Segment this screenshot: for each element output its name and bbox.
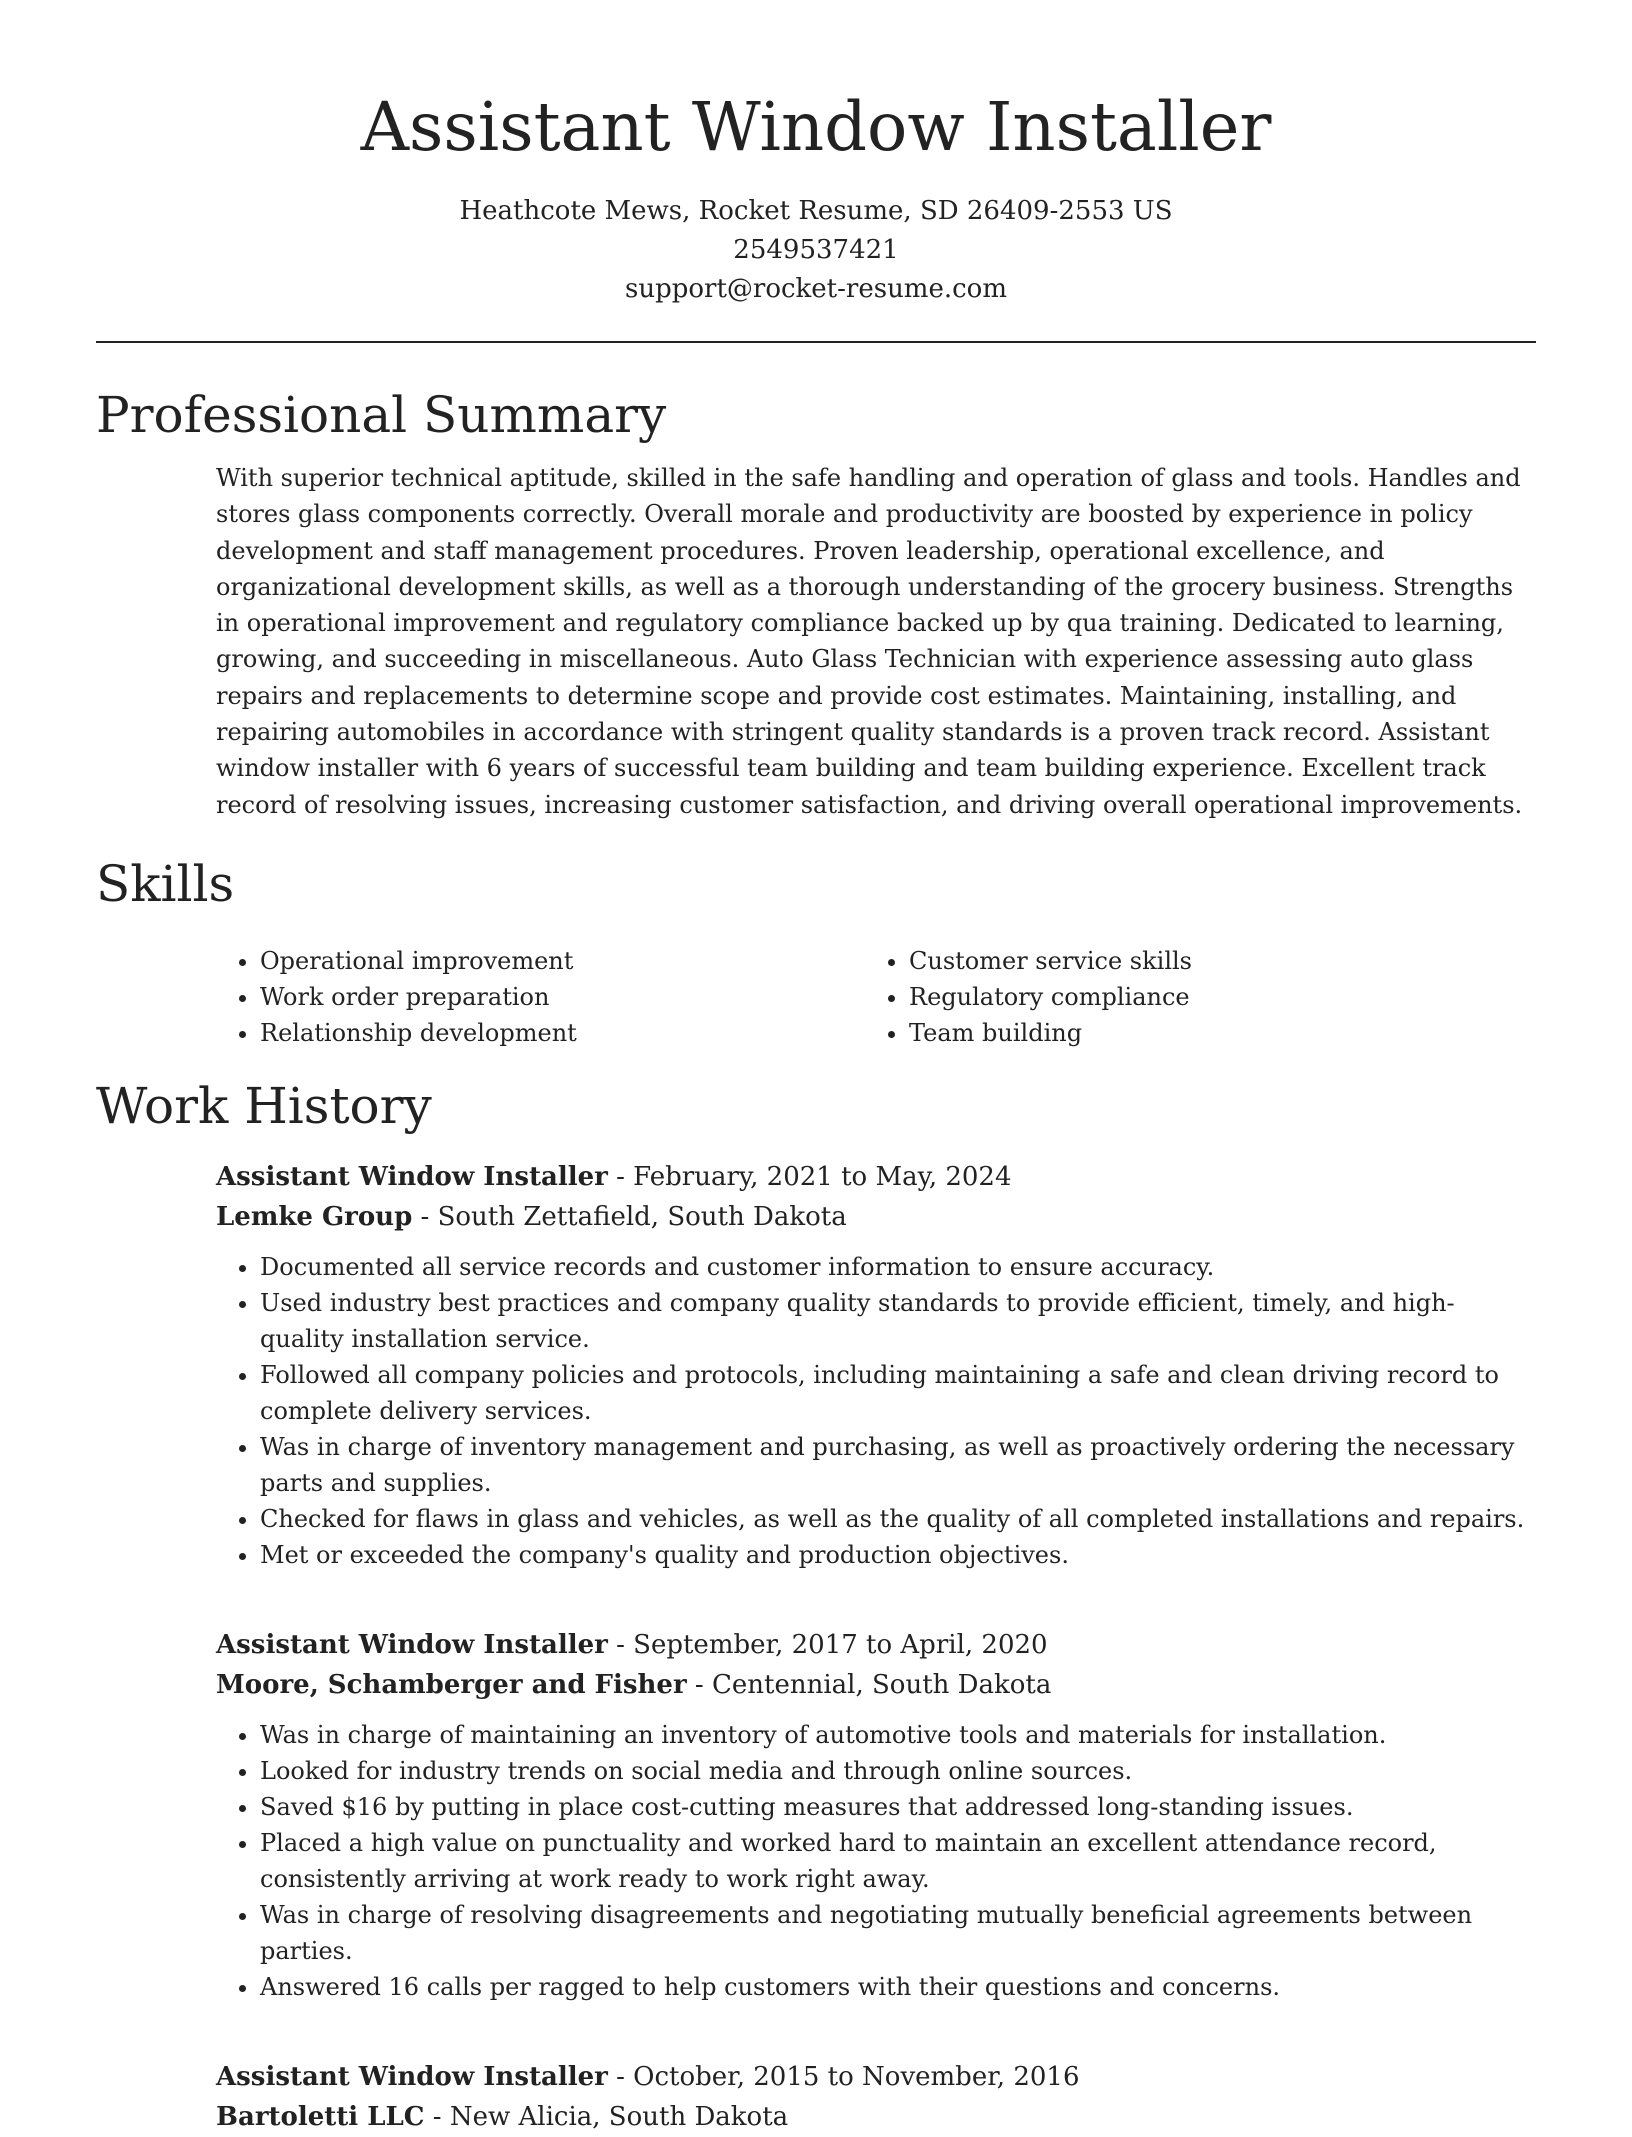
email-line[interactable]: support@rocket-resume.com bbox=[624, 274, 1007, 304]
job-title-line bbox=[216, 1157, 1536, 1197]
job-bullet: • Documented all service records and customer information to ensure accuracy. bbox=[260, 1249, 1536, 1285]
job-bullets bbox=[216, 1249, 1536, 1573]
job-location: - New Alicia, South Dakota bbox=[424, 2101, 789, 2132]
job-bullet: • Looked for industry trends on social media and through online sources. bbox=[260, 1753, 1536, 1789]
phone-line: 2549537421 bbox=[733, 235, 899, 265]
skills-columns bbox=[216, 943, 1536, 1051]
job-company: Lemke Group bbox=[216, 1201, 413, 1232]
job-bullet: • Met or exceeded the company's quality and production objectives. bbox=[260, 1537, 1536, 1573]
summary-heading: Professional Summary bbox=[96, 386, 667, 444]
job-title: Assistant Window Installer bbox=[216, 1629, 608, 1660]
job-entry bbox=[216, 1625, 1536, 2005]
job-entry bbox=[216, 1157, 1536, 1573]
job-bullet: • Answered 16 calls per ragged to help customers with their questions and concerns. bbox=[260, 1969, 1536, 2005]
job-bullet: • Was in charge of maintaining an inventory of automotive tools and materials for installation. bbox=[260, 1717, 1536, 1753]
job-company-line bbox=[216, 2097, 1536, 2137]
skills-list-left bbox=[216, 943, 865, 1051]
job-company-line bbox=[216, 1197, 1536, 1237]
job-title: Assistant Window Installer bbox=[216, 1161, 608, 1192]
job-dates: - September, 2017 to April, 2020 bbox=[607, 1629, 1048, 1660]
job-location: - South Zettafield, South Dakota bbox=[412, 1201, 847, 1232]
candidate-name: Assistant Window Installer bbox=[360, 88, 1272, 166]
job-bullet: • Checked for flaws in glass and vehicles, as well as the quality of all completed installations and repairs. bbox=[260, 1501, 1536, 1537]
job-dates: - October, 2015 to November, 2016 bbox=[607, 2061, 1080, 2092]
job-bullet: • Used industry best practices and company quality standards to provide efficient, timely, and high-quality installation service. bbox=[260, 1285, 1536, 1357]
summary-section bbox=[96, 378, 1536, 823]
job-entry bbox=[216, 2057, 1536, 2137]
job-title-line bbox=[216, 2057, 1536, 2097]
skill-item: • Team building bbox=[909, 1015, 1514, 1051]
skill-item: • Operational improvement bbox=[260, 943, 865, 979]
skill-item: • Regulatory compliance bbox=[909, 979, 1514, 1015]
job-bullet: • Followed all company policies and protocols, including maintaining a safe and clean driving record to complete delivery services. bbox=[260, 1357, 1536, 1429]
skills-list-right bbox=[865, 943, 1514, 1051]
work-history-section bbox=[96, 1069, 1536, 2137]
job-title-line bbox=[216, 1625, 1536, 1665]
address-line: Heathcote Mews, Rocket Resume, SD 26409-2553 US bbox=[459, 196, 1173, 226]
skill-item: • Relationship development bbox=[260, 1015, 865, 1051]
contact-block bbox=[0, 192, 1632, 309]
work-history-heading: Work History bbox=[96, 1076, 432, 1135]
job-company-line bbox=[216, 1665, 1536, 1705]
job-bullets bbox=[216, 1717, 1536, 2005]
job-title: Assistant Window Installer bbox=[216, 2061, 608, 2092]
skills-section bbox=[96, 847, 1536, 1051]
resume-header bbox=[0, 0, 1632, 309]
header-divider bbox=[96, 341, 1536, 343]
job-bullet: • Was in charge of inventory management and purchasing, as well as proactively ordering the necessary parts and supplies. bbox=[260, 1429, 1536, 1501]
skill-item: • Work order preparation bbox=[260, 979, 865, 1015]
summary-text: With superior technical aptitude, skilled in the safe handling and operation of glass and tools. Handles and stores glass components correctly. Overall morale and productivity are boosted by experience in policy development and staff management procedures. Proven leadership, operational excellence, and organizational development skills, as well as a thorough understanding of the grocery business. Strengths in operational improvement and regulatory compliance backed up by qua training. Dedicated to learning, growing, and succeeding in miscellaneous. Auto Glass Technician with experience assessing auto glass repairs and replacements to determine scope and provide cost estimates. Maintaining, installing, and repairing automobiles in accordance with stringent quality standards is a proven track record. Assistant window installer with 6 years of successful team building and team building experience. Excellent track record of resolving issues, increasing customer satisfaction, and driving overall operational improvements. bbox=[216, 464, 1523, 819]
job-company: Bartoletti LLC bbox=[216, 2101, 425, 2132]
skills-heading: Skills bbox=[96, 854, 235, 913]
job-bullet: • Was in charge of resolving disagreements and negotiating mutually beneficial agreements between parties. bbox=[260, 1897, 1536, 1969]
job-company: Moore, Schamberger and Fisher bbox=[216, 1669, 687, 1700]
resume-body bbox=[96, 378, 1536, 2137]
job-bullet: • Placed a high value on punctuality and worked hard to maintain an excellent attendance record, consistently arriving at work ready to work right away. bbox=[260, 1825, 1536, 1897]
job-location: - Centennial, South Dakota bbox=[686, 1669, 1052, 1700]
job-dates: - February, 2021 to May, 2024 bbox=[607, 1161, 1012, 1192]
job-bullet: • Saved $16 by putting in place cost-cutting measures that addressed long-standing issues. bbox=[260, 1789, 1536, 1825]
skill-item: • Customer service skills bbox=[909, 943, 1514, 979]
